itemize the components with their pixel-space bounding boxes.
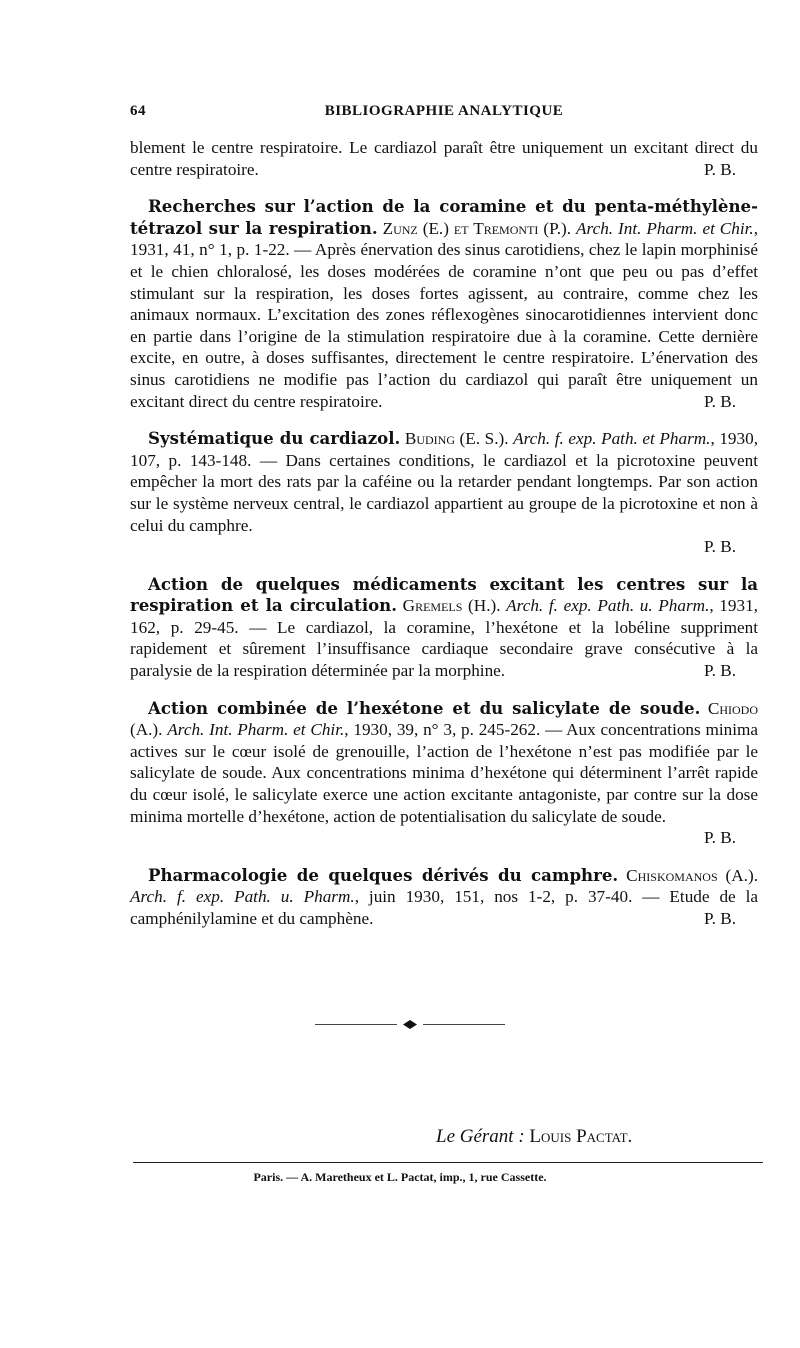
bibliography-entry bbox=[130, 865, 758, 930]
entry-citation: , juin 1930, 151, nos 1-2, p. 37-40. bbox=[354, 887, 633, 907]
diamond-ornament-icon bbox=[403, 1020, 417, 1029]
gerant-role: Le Gérant : bbox=[436, 1126, 525, 1147]
bibliography-entry bbox=[130, 698, 758, 828]
entry-journal: Arch. f. exp. Path. et Pharm. bbox=[513, 429, 711, 449]
entry-title: Systématique du cardiazol. bbox=[148, 428, 401, 449]
entry-abstract: — Etude de la camphénilylamine et du camphène. bbox=[130, 887, 759, 928]
entry-authors: Gremels (H.). bbox=[402, 596, 501, 616]
entry-authors: Chiodo (A.). bbox=[130, 698, 759, 740]
entry-initials: P. B. bbox=[703, 828, 736, 848]
entry-abstract: — Dans certaines conditions, le cardiazol et la picrotoxine peuvent empêcher la mort des rats par la caféine ou la retarder pendant longtemps. Par son action sur le système nerveux central, le cardiazol appartient au groupe de la picrotoxine et non à celui du camphre. bbox=[130, 450, 758, 535]
divider-line-right bbox=[423, 1024, 505, 1025]
bibliography-entry bbox=[130, 428, 758, 536]
entry-abstract: — Aux concentrations minima actives sur le cœur isolé de grenouille, l’action de l’hexétone n’est pas modifiée par le salicylate de soude. Aux concentrations minima d’hexétone qui déterminent l’arrêt rapide du cœur isolé, le salicylate exerce une action excitante antagoniste, par contre sur la dose minima mortelle d’hexétone, action de potentialisation du salicylate de soude. bbox=[130, 720, 759, 826]
entry-authors: Zunz (E.) et Tremonti (P.). bbox=[382, 218, 572, 238]
entry-initials: P. B. bbox=[703, 391, 736, 411]
entry-citation: , 1931, 41, n° 1, p. 1-22. bbox=[130, 218, 759, 260]
running-header bbox=[130, 103, 758, 125]
entry-journal: Arch. Int. Pharm. et Chir. bbox=[167, 720, 345, 740]
entry-title: Pharmacologie de quelques dérivés du camphre. bbox=[148, 864, 619, 885]
entry-abstract: — Le cardiazol, la coramine, l’hexétone et la lobéline suppriment rapidement et sûrement l’insuffisance cardiaque secondaire grave consécutive à la paralysie de la respiration déterminée par la morphine. bbox=[130, 617, 758, 681]
entry-authors: Buding (E. S.). bbox=[404, 429, 509, 449]
gerant-name: Louis Pactat. bbox=[529, 1126, 633, 1147]
printer-imprint: Paris. — A. Maretheux et L. Pactat, imp., 1, rue Cassette. bbox=[253, 1170, 547, 1184]
divider-line-left bbox=[315, 1024, 397, 1025]
entry-citation: , 1931, 162, p. 29-45. bbox=[130, 596, 758, 637]
entry-citation: , 1930, 107, p. 143-148. bbox=[130, 429, 759, 470]
entry-title: Action combinée de l’hexétone et du salicylate de soude. bbox=[148, 697, 701, 718]
entry-initials: P. B. bbox=[703, 537, 736, 557]
bibliography-entry bbox=[130, 196, 758, 412]
page-number: 64 bbox=[130, 103, 146, 119]
footer-rule bbox=[133, 1162, 763, 1163]
entry-title: Recherches sur l’action de la coramine et du penta-méthylène-tétrazol sur la respiration. bbox=[130, 196, 758, 238]
running-title: BIBLIOGRAPHIE ANALYTIQUE bbox=[324, 103, 564, 119]
entry-journal: Arch. Int. Pharm. et Chir. bbox=[576, 218, 754, 238]
continuation-initials: P. B. bbox=[703, 159, 736, 179]
continuation-text: blement le centre respiratoire. Le cardiazol paraît être uniquement un excitant direct du centre respiratoire. bbox=[130, 138, 758, 179]
publisher-signature bbox=[436, 1126, 632, 1148]
entry-journal: Arch. f. exp. Path. u. Pharm. bbox=[130, 887, 355, 907]
entry-authors: Chiskomanos (A.). bbox=[626, 865, 758, 885]
ornamental-divider bbox=[315, 1022, 505, 1028]
entry-abstract: — Après énervation des sinus carotidiens, chez le lapin morphinisé et le chien chloralosé, les doses modérées de coramine n’ont que peu ou pas d’effet stimulant sur la respiration, les doses fortes agissent, au contraire, comme chez les animaux normaux. L’excitation des zones réflexogènes sinocarotidiennes intervient donc en partie dans l’origine de la stimulation respiratoire due à la coramine. Cette dernière excite, en outre, à doses suffisantes, directement le centre respiratoire. L’énervation des sinus carotidiens ne modifie pas l’action du cardiazol qui paraît être uniquement un excitant direct du centre respiratoire. bbox=[130, 240, 758, 411]
entry-citation: , 1930, 39, n° 3, p. 245-262. bbox=[344, 720, 541, 740]
entry-initials: P. B. bbox=[703, 661, 736, 681]
page-body bbox=[130, 103, 758, 930]
continuation-paragraph bbox=[130, 137, 758, 180]
entry-journal: Arch. f. exp. Path. u. Pharm. bbox=[506, 596, 710, 616]
bibliography-entry bbox=[130, 574, 758, 682]
entry-title: Action de quelques médicaments excitant les centres sur la respiration et la circulation. bbox=[130, 573, 758, 616]
entry-initials: P. B. bbox=[703, 909, 736, 928]
